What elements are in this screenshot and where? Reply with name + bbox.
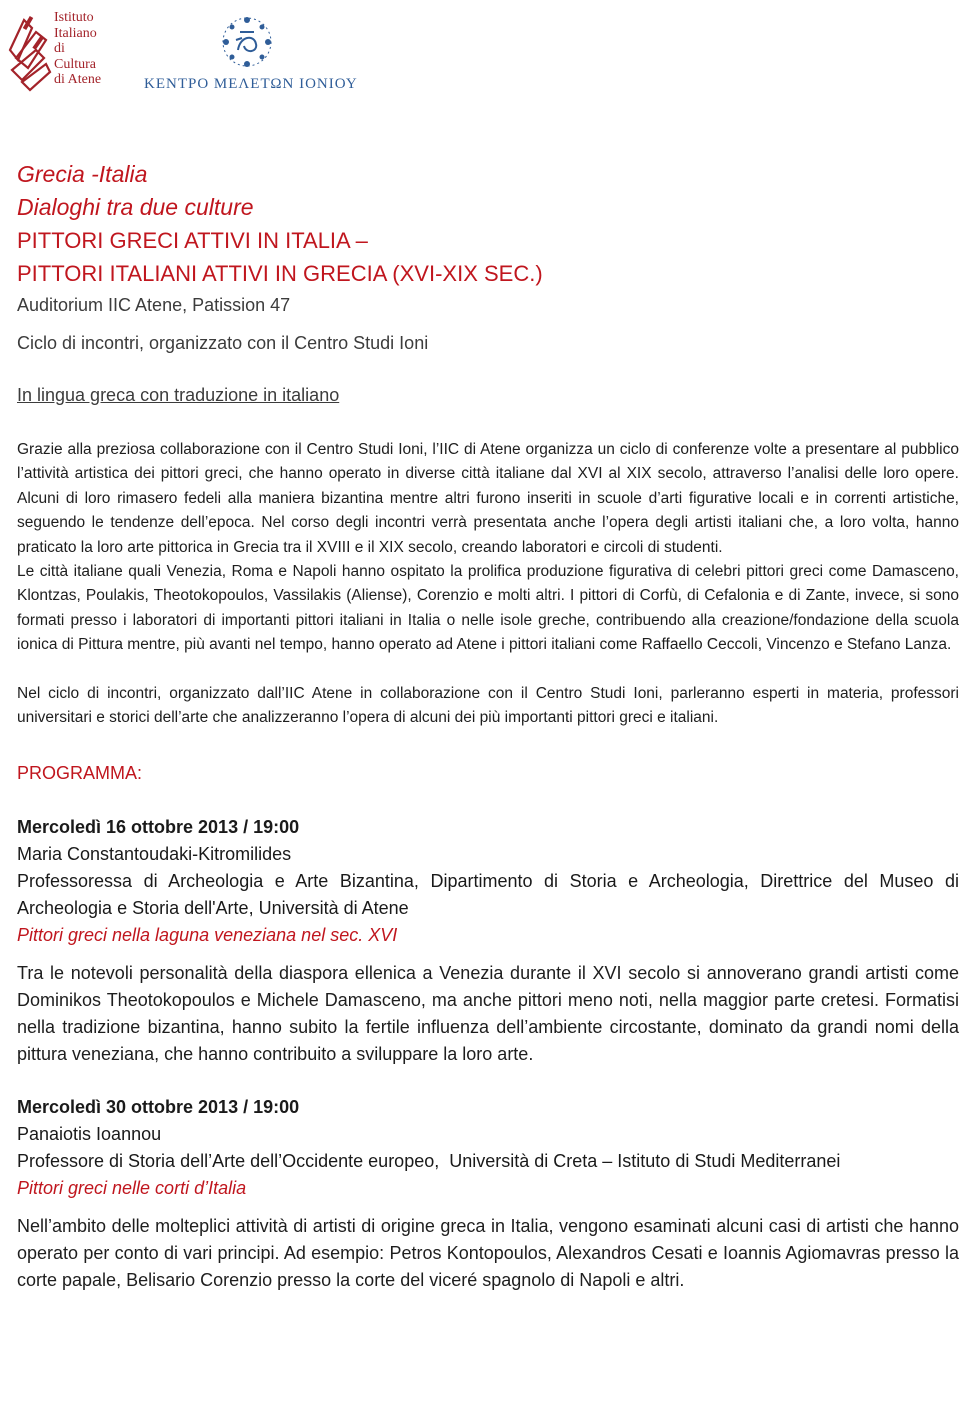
centro-studi-ioni-logo — [138, 12, 370, 98]
ionian-emblem-icon — [216, 12, 278, 72]
event-2 — [17, 1094, 959, 1294]
event-1 — [17, 814, 959, 1068]
header-line-4: PITTORI ITALIANI ATTIVI IN GRECIA (XVI-XIX SEC.) — [17, 261, 543, 286]
programma-heading: PROGRAMMA: — [17, 763, 143, 784]
event-speaker: Panaiotis Ioannou — [17, 1124, 162, 1145]
event-title: Pittori greci nella laguna veneziana nel sec. XVI — [17, 925, 398, 946]
event-speaker: Maria Constantoudaki-Kitromilides — [17, 844, 292, 865]
iic-logo — [6, 8, 136, 98]
event-role: Professore di Storia dell’Arte dell’Occidente europeo, Università di Creta – Istituto di Studi Mediterranei — [17, 1151, 841, 1172]
header-line-3: PITTORI GRECI ATTIVI IN ITALIA – — [17, 228, 368, 253]
event-date: Mercoledì 30 ottobre 2013 / 19:00 — [17, 1097, 300, 1118]
iic-emblem-icon — [6, 10, 54, 94]
header-logos — [6, 8, 386, 98]
event-title: Pittori greci nelle corti d’Italia — [17, 1178, 247, 1199]
event-role: Professoressa di Archeologia e Arte Bizantina, Dipartimento di Storia e Archeologia, Direttrice del Museo di Archeologia e Storia dell'Arte, Università di Atene — [17, 871, 959, 919]
event-description: Tra le notevoli personalità della diaspora ellenica a Venezia durante il XVI secolo si annoverano grandi artisti come Dominikos Theotokopoulos e Michele Damasceno, ma anche pittori meno noti, nella maggior parte cretesi. Formatisi nella tradizione bizantina, hanno subito la fertile influenza dell’ambiente circostante, dominato da grandi nomi della pittura veneziana, che hanno contribuito a sviluppare la loro arte. — [17, 963, 959, 1065]
language-info: In lingua greca con traduzione in italiano — [17, 385, 340, 405]
header-line-1: Grecia -Italia — [17, 161, 148, 187]
event-date: Mercoledì 16 ottobre 2013 / 19:00 — [17, 817, 300, 838]
intro-paragraph-3: Nel ciclo di incontri, organizzato dall’IIC Atene in collaborazione con il Centro Studi Ioni, parleranno esperti in materia, professori universitari e storici dell’arte che analizzeranno l’opera di alcuni dei più importanti pittori greci e italiani. — [17, 684, 959, 727]
event-description: Nell’ambito delle molteplici attività di artisti di origine greca in Italia, vengono esaminati alcuni casi di artisti che hanno operato per conto di vari principi. Ad esempio: Petros Kontopoulos, Alexandros Cesati e Ioannis Agiomavras presso la corte papale, Belisario Corenzio presso la corte del viceré spagnolo di Napoli e altri. — [17, 1216, 959, 1291]
venue: Auditorium IIC Atene, Patission 47 — [17, 295, 291, 315]
centro-studi-ioni-text: ΚΕΝΤΡΟ ΜΕΛΕΤΩΝ ΙΟΝΙΟΥ — [144, 76, 358, 92]
intro-paragraph-1: Grazie alla preziosa collaborazione con il Centro Studi Ioni, l’IIC di Atene organizza un ciclo di conferenze volte a presentare al pubblico l’attività artistica dei pittori greci, che hanno operato in diverse città italiane dal XVI al XIX secolo, attraverso l’analisi delle loro opere. Alcuni di loro rimasero fedeli alla maniera bizantina mentre altri furono inseriti in scuole d’arti figurative locali e in correnti artistiche, seguendo le tendenze dell’epoca. Nel corso degli incontri verrà presentata anche l’opera degli artisti italiani che, a loro volta, hanno praticato la loro arte pittorica in Grecia tra il XVIII e il XIX secolo, creando laboratori e circoli di studenti. — [17, 441, 959, 556]
iic-logo-text: Istituto Italiano di Cultura di Atene — [54, 10, 102, 87]
intro-paragraph-2: Le città italiane quali Venezia, Roma e Napoli hanno ospitato la prolifica produzione figurativa di celebri pittori greci come Damasceno, Klontzas, Poulakis, Theotokopoulos, Vassilakis (Aliense), Corenzio e molti altri. I pittori di Corfù, di Cefalonia e di Zante, invece, si sono formati presso i laboratori di importanti pittori italiani in Italia o nelle isole greche, contribuendo alla creazione/fondazione della scuola ionica di Pittura mentre, più avanti nel tempo, hanno operato ad Atene i pittori italiani come Raffaello Ceccoli, Vincenzo e Stefano Lanza. — [17, 563, 959, 654]
series-info: Ciclo di incontri, organizzato con il Centro Studi Ioni — [17, 333, 429, 353]
document-body — [17, 158, 959, 1294]
header-line-2: Dialoghi tra due culture — [17, 194, 254, 220]
